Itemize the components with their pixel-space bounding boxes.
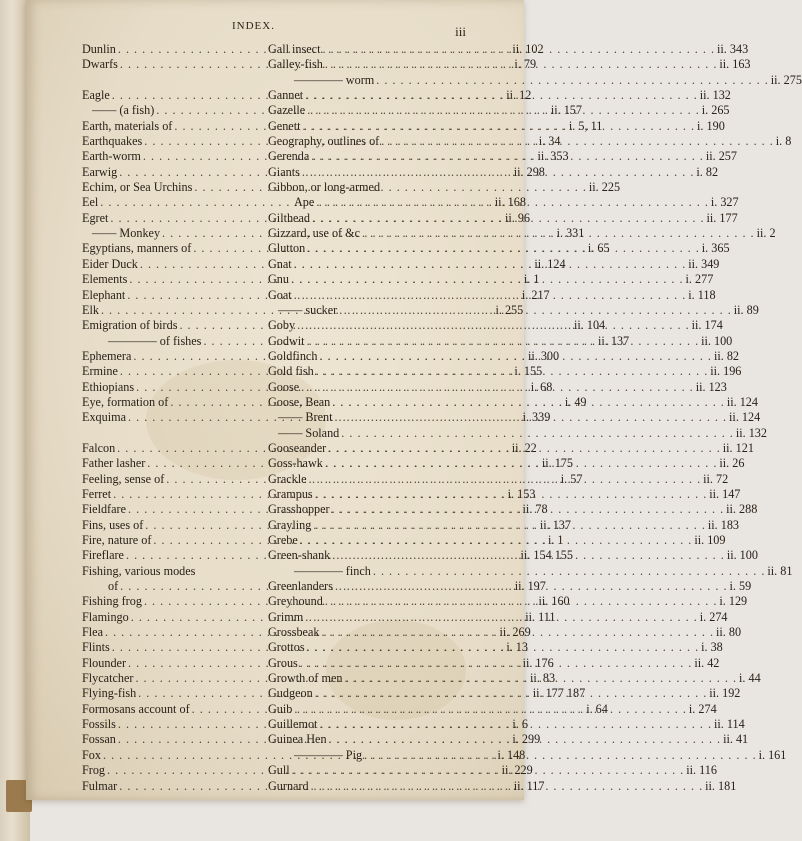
entry-page-ref: ii. 42	[694, 655, 720, 670]
entry-page-ref: ii. 123	[695, 379, 727, 394]
entry-term: Ermine	[82, 364, 118, 379]
leader-dots	[344, 671, 737, 686]
leader-dots	[311, 779, 704, 794]
entry-term: Flea	[82, 625, 103, 640]
entry-page-ref: ii. 192	[709, 686, 741, 701]
leader-dots	[316, 364, 709, 379]
entry-page-ref: ii. 168	[494, 195, 526, 210]
entry-term: Formosans account of	[82, 701, 190, 716]
entry-page-ref: ii. 229	[501, 763, 533, 778]
entry-term: Father lasher	[82, 456, 146, 471]
entry-page-ref: ii. 89	[733, 302, 759, 317]
entry-term: Eider Duck	[82, 256, 138, 271]
running-header: INDEX.	[232, 20, 275, 32]
entry-term: ———— worm	[294, 72, 375, 87]
entry-term: —— Soland	[278, 425, 340, 440]
entry-page-ref: ii. 82	[713, 348, 740, 363]
entry-term: Gurnard	[268, 778, 309, 793]
entry-page-ref: i. 265	[701, 103, 730, 118]
entry-page-ref: i. 64	[586, 701, 608, 716]
entry-page-ref: ii. 96	[504, 210, 531, 225]
entry-page-ref: i. 331	[556, 226, 585, 241]
entry-page-ref: i. 1	[523, 272, 540, 287]
entry-page-ref: i. 5, 11	[568, 118, 603, 133]
leader-dots	[362, 226, 755, 241]
entry-term: —— sucker	[278, 302, 338, 317]
entry-page-ref: ii. 100	[701, 333, 733, 348]
leader-dots	[307, 103, 700, 118]
entry-page-ref: ii. 181	[705, 778, 737, 793]
index-entry	[268, 180, 474, 195]
entry-page-ref: ii. 116	[686, 763, 717, 778]
entry-term: Egret	[82, 210, 109, 225]
entry-term: Grackle	[268, 471, 307, 486]
entry-term: Fossils	[82, 717, 116, 732]
entry-page-ref: ii. 12	[506, 88, 532, 103]
entry-page-ref: ii. 300	[527, 348, 560, 363]
index-entry	[82, 73, 274, 88]
entry-page-ref: i. 118	[688, 287, 716, 302]
entry-term: Goldfinch	[268, 348, 318, 363]
entry-page-ref: i. 68	[530, 379, 553, 394]
entry-term: Dwarfs	[82, 57, 118, 72]
entry-term: Goose	[268, 379, 300, 394]
entry-term: Grimm	[268, 609, 304, 624]
entry-term: Gnu	[268, 272, 289, 287]
entry-term: Gold fish	[268, 364, 314, 379]
entry-term: Falcon	[82, 440, 116, 455]
leader-dots	[315, 487, 708, 502]
leader-dots	[305, 610, 698, 625]
entry-term: Guillemot	[268, 717, 318, 732]
entry-term: Fire, nature of	[82, 533, 152, 547]
leader-dots	[291, 272, 684, 287]
leader-dots	[312, 211, 705, 226]
entry-page-ref: i. 190	[697, 118, 725, 133]
entry-page-ref: i. 82	[696, 164, 719, 179]
entry-page-ref: ii. 121	[722, 440, 754, 455]
leader-dots	[313, 518, 706, 533]
entry-page-ref: i. 59	[729, 579, 752, 594]
index-entry	[268, 72, 802, 88]
entry-term: Earwig	[82, 164, 118, 179]
entry-page-ref: ii. 41	[723, 732, 749, 747]
entry-term: Elements	[82, 272, 128, 287]
entry-term: Earth, materials of	[82, 118, 173, 133]
entry-page-ref: ii. 177 187	[532, 686, 586, 701]
leader-dots	[294, 288, 687, 303]
entry-term: Goat	[268, 287, 292, 302]
entry-page-ref: ii. 78	[522, 502, 548, 517]
page-number: iii	[455, 24, 466, 39]
entry-page-ref: ii. 343	[717, 42, 749, 56]
leader-dots	[322, 42, 715, 57]
entry-term: Ferret	[82, 486, 112, 501]
entry-term: Godwit	[268, 333, 305, 348]
entry-page-ref: i. 299	[512, 732, 541, 747]
entry-page-ref: ii. 225	[588, 180, 621, 195]
entry-page-ref: i. 13	[506, 640, 528, 655]
entry-term: Green-shank	[268, 548, 331, 563]
entry-term: Ape	[294, 195, 315, 210]
leader-dots	[305, 88, 698, 103]
entry-page-ref: i. 129	[719, 594, 748, 609]
entry-term: Grottos	[268, 640, 305, 655]
entry-page-ref: ii. 104	[574, 318, 606, 333]
entry-page-ref: ii. 80	[716, 625, 742, 640]
index-entry	[268, 425, 767, 441]
entry-page-ref: ii. 183	[707, 517, 740, 532]
entry-term: Grasshopper	[268, 502, 330, 517]
entry-page-ref: i. 38	[701, 640, 723, 655]
leader-dots	[297, 318, 690, 333]
index-entry	[82, 426, 274, 441]
leader-dots	[332, 502, 725, 517]
entry-term: Glutton	[268, 241, 306, 256]
leader-dots	[341, 426, 734, 441]
entry-term: Fossan	[82, 732, 116, 747]
entry-term: —— Brent	[278, 410, 333, 425]
entry-page-ref: ii. 298	[513, 164, 545, 179]
entry-term: Emigration of birds	[82, 318, 178, 333]
entry-page-ref: i. 153	[507, 486, 536, 501]
leader-dots	[321, 625, 714, 640]
entry-term: Guinea Hen	[268, 732, 327, 747]
entry-page-ref: ii. 100	[726, 548, 758, 563]
entry-page-ref: ii. 26	[719, 456, 745, 471]
entry-term: Eagle	[82, 88, 110, 103]
entry-term: Flamingo	[82, 609, 129, 624]
entry-page-ref: ii. 114	[713, 717, 745, 732]
entry-term: Fireflare	[82, 548, 124, 563]
entry-page-ref: ii. 157	[550, 103, 582, 118]
entry-page-ref: ii. 81	[767, 563, 793, 578]
entry-term: ———— Pig	[294, 747, 363, 762]
entry-page-ref: i. 161	[758, 747, 787, 762]
entry-term: of	[108, 579, 119, 594]
entry-term: —— Monkey	[92, 226, 161, 241]
entry-term: Galley-fish	[268, 57, 323, 72]
leader-dots	[319, 717, 712, 732]
entry-term: Gazelle	[268, 103, 306, 118]
entry-page-ref: ii. 72	[703, 471, 729, 486]
entry-page-ref: i. 8	[775, 134, 792, 149]
entry-page-ref: ii. 22	[511, 440, 537, 455]
entry-term: Grampus	[268, 486, 313, 501]
entry-page-ref: ii. 174	[691, 318, 723, 333]
entry-page-ref: ii. 137	[539, 517, 571, 532]
entry-page-ref: ii. 137	[597, 333, 630, 348]
leader-dots	[307, 241, 700, 256]
leader-dots	[328, 441, 721, 456]
entry-term: Genett	[268, 118, 301, 133]
leader-dots	[335, 579, 728, 594]
leader-dots	[294, 257, 687, 272]
entry-term: Geography, outlines of	[268, 134, 380, 149]
entry-term: Gilthead	[268, 210, 310, 225]
entry-page-ref: i. 274	[688, 701, 717, 716]
entry-page-ref: i. 34	[538, 134, 561, 149]
leader-dots	[294, 702, 687, 717]
entry-term: Earth-worm	[82, 149, 141, 164]
entry-page-ref: ii. 154 155	[520, 548, 573, 563]
entry-term: Goss-hawk	[268, 456, 323, 471]
entry-page-ref: i. 6	[512, 717, 528, 732]
entry-term: ———— of fishes	[108, 333, 202, 348]
entry-term: Grossbeak	[268, 625, 320, 640]
leader-dots	[381, 134, 774, 149]
entry-page-ref: ii. 288	[726, 502, 758, 517]
leader-dots	[315, 686, 708, 701]
entry-term: Fieldfare	[82, 502, 126, 517]
index-entry	[82, 564, 274, 579]
entry-page-ref: i. 155	[514, 364, 543, 379]
entry-page-ref: ii. 175	[541, 456, 573, 471]
leader-dots	[292, 763, 685, 778]
entry-term: Frog	[82, 763, 106, 778]
entry-term: Giants	[268, 164, 300, 179]
leader-dots	[301, 380, 694, 395]
leader-dots	[332, 395, 725, 410]
leader-dots	[307, 334, 700, 349]
entry-term: Goose, Bean	[268, 394, 331, 409]
entry-term: Egyptians, manners of	[82, 241, 192, 256]
entry-term: Feeling, sense of	[82, 471, 165, 486]
leader-dots	[303, 119, 696, 134]
entry-page-ref: ii. 275	[770, 72, 802, 87]
entry-page-ref: i. 65	[587, 241, 610, 256]
entry-page-ref: ii. 176	[522, 655, 554, 670]
entry-page-ref: i. 217	[521, 287, 550, 302]
entry-term: Flints	[82, 640, 110, 655]
entry-page-ref: ii. 109	[694, 533, 726, 547]
entry-page-ref: ii. 132	[699, 88, 731, 103]
entry-term: Gizzard, use of &c	[268, 226, 361, 241]
entry-term: Gall insect	[268, 42, 321, 56]
leader-dots	[319, 349, 712, 364]
leader-dots	[325, 594, 718, 609]
entry-page-ref: i. 255	[495, 302, 524, 317]
entry-term: Gibbon, or long-armed	[268, 180, 381, 195]
entry-term: Guib	[268, 701, 293, 716]
leader-dots	[364, 748, 757, 763]
entry-term: Fishing, various modes	[82, 563, 196, 578]
entry-page-ref: i. 365	[701, 241, 730, 256]
leader-dots	[316, 195, 709, 210]
entry-page-ref: i. 339	[522, 410, 551, 425]
entry-term: Flycatcher	[82, 671, 134, 686]
entry-term: Goby	[268, 318, 296, 333]
entry-page-ref: ii. 132	[735, 425, 767, 440]
entry-term: Greyhound	[268, 594, 323, 609]
entry-term: Exquima	[82, 410, 127, 425]
entry-term: Growth of men	[268, 671, 343, 686]
entry-term: Grayling	[268, 517, 312, 532]
entry-page-ref: ii. 83	[529, 671, 556, 686]
entry-term: Eel	[82, 195, 99, 210]
leader-dots	[309, 472, 702, 487]
entry-term: Ethiopians	[82, 379, 135, 394]
entry-term: Elk	[82, 302, 99, 317]
entry-term: Grous	[268, 655, 298, 670]
entry-term: Gnat	[268, 256, 292, 271]
entry-page-ref: i. 44	[739, 671, 761, 686]
leader-dots	[311, 149, 704, 164]
entry-page-ref: i. 79	[514, 57, 537, 72]
entry-term: Dunlin	[82, 42, 116, 56]
entry-term: Flying-fish	[82, 686, 137, 701]
leader-dots	[332, 548, 725, 563]
entry-page-ref: i. 1	[547, 533, 564, 547]
entry-term: Fulmar	[82, 778, 118, 793]
entry-page-ref: i. 49	[564, 394, 587, 409]
entry-term: Fox	[82, 747, 101, 762]
leader-dots	[376, 73, 769, 88]
leader-dots	[339, 303, 732, 318]
index-entry	[268, 563, 793, 579]
leader-dots	[325, 456, 718, 471]
index-entry	[268, 533, 726, 548]
entry-page-ref: ii. 349	[688, 256, 720, 271]
entry-page-ref: i. 148	[497, 747, 526, 762]
leader-dots	[325, 57, 718, 72]
entry-term: Ephemera	[82, 348, 132, 363]
entry-page-ref: ii. 102	[512, 42, 544, 56]
entry-term: Eye, formation of	[82, 394, 169, 409]
entry-page-ref: ii. 196	[710, 364, 742, 379]
entry-page-ref: ii. 163	[719, 57, 751, 72]
entry-page-ref: ii. 197	[514, 579, 546, 594]
entry-page-ref: ii. 124	[726, 394, 758, 409]
entry-term: ———— finch	[294, 563, 371, 578]
leader-dots	[300, 656, 693, 671]
entry-term: Fishing frog	[82, 594, 142, 609]
entry-page-ref: ii. 124	[534, 256, 566, 271]
entry-page-ref: ii. 2	[756, 226, 776, 241]
entry-page-ref: ii. 124	[729, 410, 761, 425]
leader-dots	[329, 732, 722, 747]
leader-dots	[307, 640, 700, 655]
entry-term: —— (a fish)	[92, 103, 155, 118]
entry-page-ref: ii. 177	[706, 210, 738, 225]
entry-term: Fins, uses of	[82, 517, 144, 532]
entry-term: Gooseander	[268, 440, 327, 455]
entry-term: Greenlanders	[268, 579, 333, 594]
entry-term: Gannet	[268, 88, 304, 103]
entry-page-ref: ii. 111	[525, 609, 556, 624]
entry-page-ref: ii. 353	[537, 149, 569, 164]
entry-page-ref: ii. 257	[705, 149, 737, 164]
leader-dots	[300, 533, 693, 548]
entry-term: Echim, or Sea Urchins	[82, 180, 193, 195]
entry-term: Gull	[268, 763, 290, 778]
entry-term: Flounder	[82, 655, 127, 670]
entry-page-ref: ii. 160	[538, 594, 570, 609]
entry-page-ref: ii. 269	[499, 625, 531, 640]
entry-page-ref: ii. 117	[513, 778, 545, 793]
entry-term: Gudgeon	[268, 686, 313, 701]
entry-term: Grebe	[268, 533, 298, 547]
entry-page-ref: i. 277	[685, 272, 714, 287]
entry-term: Elephant	[82, 287, 126, 302]
leader-dots	[373, 564, 766, 579]
entry-page-ref: ii. 147	[709, 486, 741, 501]
leader-dots	[335, 410, 728, 425]
entry-term: Gerenda	[268, 149, 310, 164]
entry-page-ref: i. 274	[699, 609, 728, 624]
entry-term: Earthquakes	[82, 134, 143, 149]
entry-page-ref: i. 327	[710, 195, 739, 210]
leader-dots	[302, 165, 695, 180]
entry-page-ref: i. 57	[560, 471, 583, 486]
